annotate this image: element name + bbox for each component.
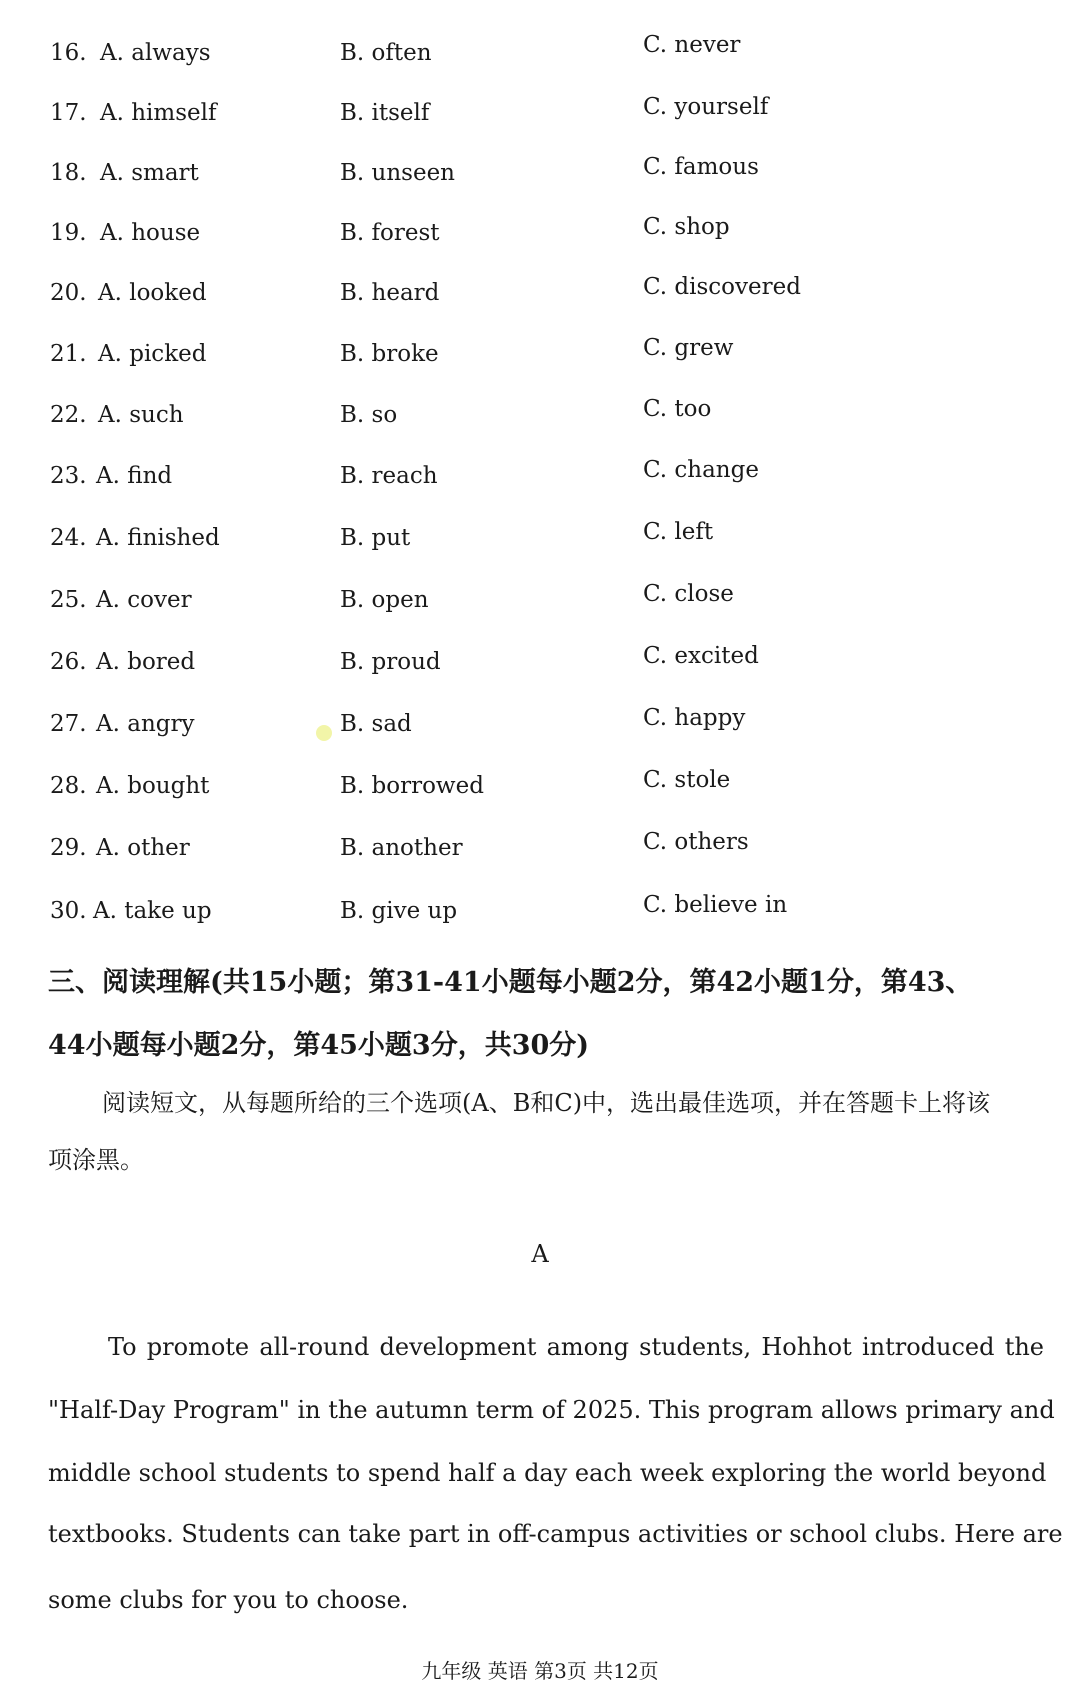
question-20 bbox=[0, 274, 1080, 320]
question-27 bbox=[0, 705, 1080, 751]
question-number: 27. bbox=[50, 711, 87, 737]
option-b: B. open bbox=[340, 587, 429, 613]
section-title-continued: 44小题每小题2分，第45小题3分，共30分) bbox=[48, 1030, 590, 1061]
option-b: B. unseen bbox=[340, 160, 455, 186]
option-a: A. take up bbox=[93, 898, 212, 924]
question-number: 26. bbox=[50, 649, 87, 675]
question-16 bbox=[0, 32, 1080, 80]
passage-label: A bbox=[531, 1240, 549, 1268]
option-b: B. borrowed bbox=[340, 773, 484, 799]
question-26 bbox=[0, 643, 1080, 689]
option-a: A. such bbox=[98, 402, 184, 428]
passage-line: textbooks. Students can take part in off-campus activities or school clubs. Here are bbox=[48, 1520, 1063, 1548]
option-b: B. often bbox=[340, 40, 432, 66]
question-23 bbox=[0, 457, 1080, 503]
question-number: 23. bbox=[50, 463, 87, 489]
question-number: 19. bbox=[50, 220, 87, 246]
option-a: A. house bbox=[100, 220, 201, 246]
question-number: 22. bbox=[50, 402, 87, 428]
option-a: A. looked bbox=[98, 280, 207, 306]
question-19 bbox=[0, 214, 1080, 260]
option-b: B. forest bbox=[340, 220, 440, 246]
question-number: 17. bbox=[50, 100, 87, 126]
option-c: C. others bbox=[643, 829, 749, 855]
option-c: C. close bbox=[643, 581, 734, 607]
question-number: 20. bbox=[50, 280, 87, 306]
option-c: C. happy bbox=[643, 705, 746, 731]
page-footer: 九年级 英语 第3页 共12页 bbox=[421, 1659, 659, 1683]
option-b: B. another bbox=[340, 835, 463, 861]
option-c: C. change bbox=[643, 457, 759, 483]
option-c: C. discovered bbox=[643, 274, 801, 300]
instruction-text-continued: 项涂黑。 bbox=[48, 1146, 144, 1174]
option-a: A. bought bbox=[96, 773, 210, 799]
section-title: 三、阅读理解(共15小题；第31-41小题每小题2分，第42小题1分，第43、 bbox=[48, 967, 973, 998]
option-a: A. cover bbox=[96, 587, 192, 613]
question-25 bbox=[0, 581, 1080, 627]
option-a: A. find bbox=[96, 463, 173, 489]
question-28 bbox=[0, 767, 1080, 813]
option-c: C. famous bbox=[643, 154, 759, 180]
option-b: B. give up bbox=[340, 898, 458, 924]
question-21 bbox=[0, 335, 1080, 381]
option-a: A. bored bbox=[96, 649, 196, 675]
passage-line: some clubs for you to choose. bbox=[48, 1586, 409, 1614]
question-number: 18. bbox=[50, 160, 87, 186]
passage-line: To promote all-round development among students, Hohhot introduced the bbox=[108, 1333, 1044, 1361]
option-a: A. angry bbox=[96, 711, 195, 737]
option-a: A. smart bbox=[100, 160, 199, 186]
question-number: 30. bbox=[50, 898, 87, 924]
option-b: B. itself bbox=[340, 100, 430, 126]
question-17 bbox=[0, 94, 1080, 140]
passage-line: middle school students to spend half a day each week exploring the world beyond bbox=[48, 1459, 1047, 1487]
option-c: C. believe in bbox=[643, 892, 788, 918]
option-b: B. reach bbox=[340, 463, 438, 489]
question-number: 21. bbox=[50, 341, 87, 367]
option-b: B. so bbox=[340, 402, 398, 428]
option-c: C. shop bbox=[643, 214, 730, 240]
question-number: 24. bbox=[50, 525, 87, 551]
instruction-text: 阅读短文，从每题所给的三个选项(A、B和C)中，选出最佳选项，并在答题卡上将该 bbox=[102, 1089, 991, 1117]
option-c: C. never bbox=[643, 32, 741, 58]
question-30 bbox=[0, 892, 1080, 938]
question-number: 25. bbox=[50, 587, 87, 613]
option-b: B. put bbox=[340, 525, 411, 551]
option-b: B. heard bbox=[340, 280, 440, 306]
option-c: C. yourself bbox=[643, 94, 769, 120]
question-24 bbox=[0, 519, 1080, 565]
option-b: B. sad bbox=[340, 711, 412, 737]
option-a: A. picked bbox=[98, 341, 207, 367]
option-c: C. grew bbox=[643, 335, 734, 361]
option-c: C. left bbox=[643, 519, 714, 545]
option-a: A. other bbox=[96, 835, 190, 861]
question-29 bbox=[0, 829, 1080, 875]
option-a: A. finished bbox=[96, 525, 220, 551]
question-number: 28. bbox=[50, 773, 87, 799]
option-b: B. broke bbox=[340, 341, 439, 367]
question-number: 29. bbox=[50, 835, 87, 861]
question-18 bbox=[0, 154, 1080, 200]
option-a: A. always bbox=[100, 40, 211, 66]
question-22 bbox=[0, 396, 1080, 442]
option-c: C. too bbox=[643, 396, 712, 422]
question-number: 16. bbox=[50, 40, 87, 66]
option-a: A. himself bbox=[100, 100, 217, 126]
option-c: C. excited bbox=[643, 643, 759, 669]
option-b: B. proud bbox=[340, 649, 441, 675]
passage-line: "Half-Day Program" in the autumn term of 2025. This program allows primary and bbox=[48, 1396, 1055, 1424]
option-c: C. stole bbox=[643, 767, 731, 793]
